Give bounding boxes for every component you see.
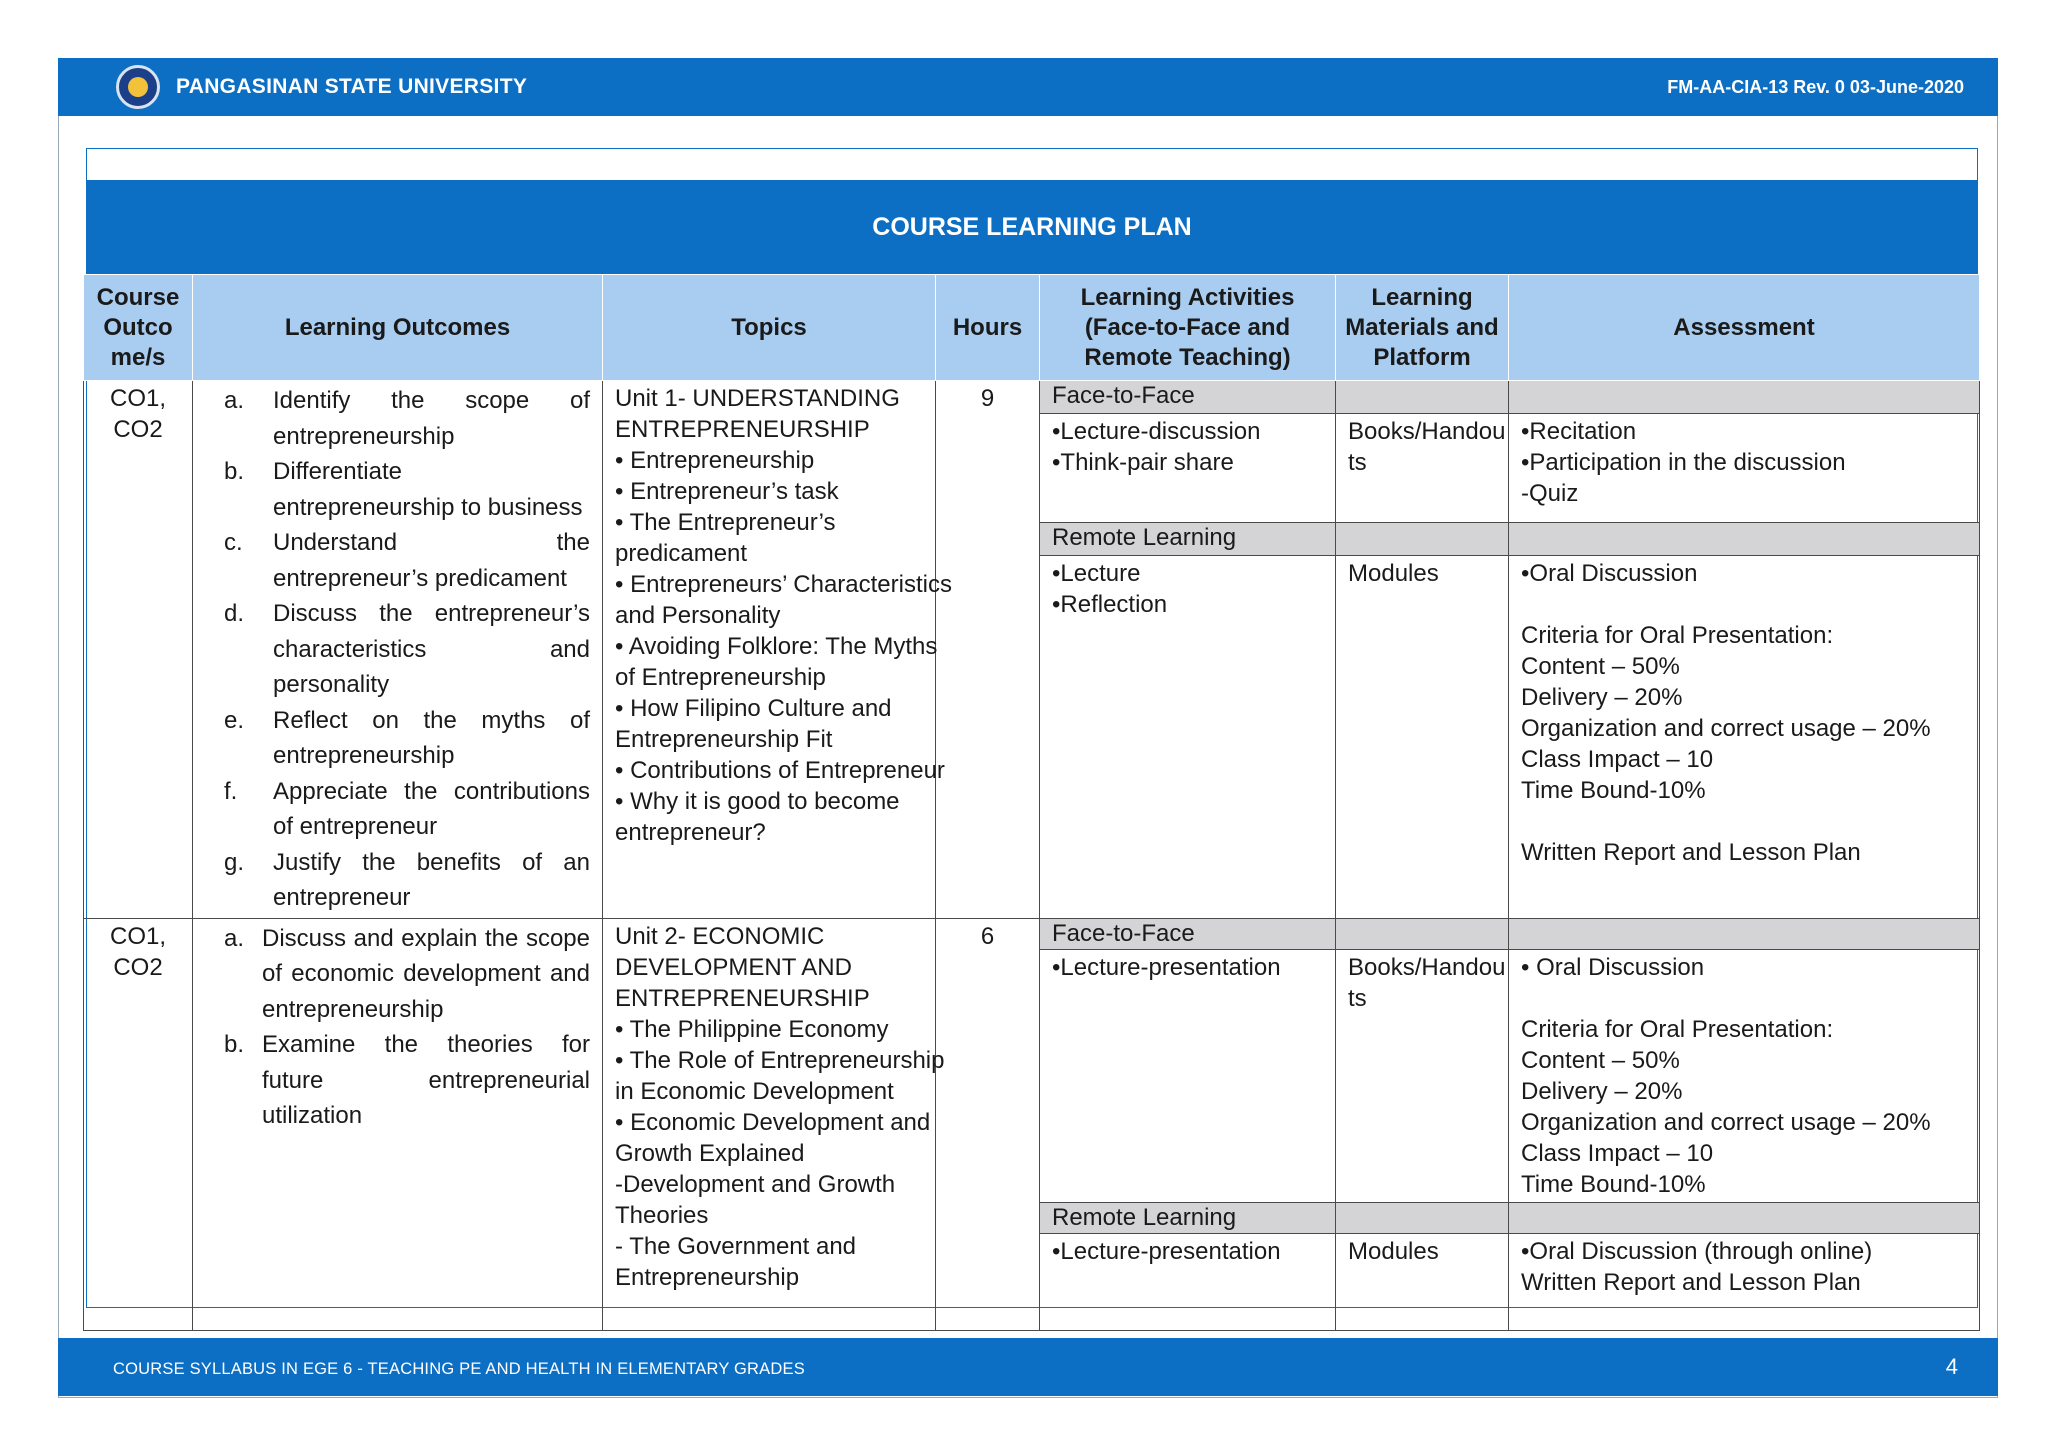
material-line: ts — [1348, 984, 1367, 1012]
mode-label-blank — [1336, 1202, 1509, 1233]
outcome-item — [205, 921, 590, 1028]
assessment-cell — [1509, 949, 1980, 1202]
outcome-item — [205, 454, 590, 525]
topic-line: • The Philippine Economy — [615, 1015, 889, 1043]
learning-outcomes-cell — [193, 918, 603, 1330]
materials-cell — [1336, 1233, 1509, 1330]
activity-line: •Lecture-discussion — [1052, 418, 1261, 446]
mode-label-face-to-face: Face-to-Face — [1040, 918, 1336, 949]
topic-line: • The Entrepreneur’s — [615, 509, 836, 536]
topic-line: in Economic Development — [615, 1077, 894, 1105]
activities-cell — [1040, 1233, 1336, 1330]
outcome-text: Discuss and explain the scope of economic development and entrepreneurship — [262, 924, 590, 1023]
outcome-item — [205, 525, 590, 596]
topic-line: entrepreneur? — [615, 819, 766, 846]
topic-line: • Why it is good to become — [615, 788, 900, 815]
outcome-letter: c. — [224, 529, 243, 556]
topic-line: ENTREPRENEURSHIP — [615, 984, 870, 1012]
topic-line: • Entrepreneurship — [615, 447, 815, 474]
topic-line: -Development and Growth — [615, 1170, 896, 1198]
outcome-letter: g. — [224, 848, 245, 876]
topic-line: Theories — [615, 1201, 709, 1229]
assessment-line: -Quiz — [1521, 480, 1579, 508]
outcome-letter: b. — [224, 1031, 245, 1058]
outcome-item — [205, 383, 590, 454]
column-header-topics: Topics — [603, 275, 936, 381]
assessment-line: •Recitation — [1521, 418, 1637, 446]
assessment-line: Delivery – 20% — [1521, 684, 1683, 712]
footer-course-title: COURSE SYLLABUS IN EGE 6 - TEACHING PE AND HEALTH IN ELEMENTARY GRADES — [113, 1360, 805, 1378]
topic-line: DEVELOPMENT AND — [615, 953, 852, 981]
outcome-letter: f. — [224, 777, 238, 805]
outcome-text: Identify the scope of entrepreneurship — [273, 387, 590, 450]
outcome-text: Justify the benefits of an entrepreneur — [273, 848, 590, 911]
assessment-line: Class Impact – 10 — [1521, 746, 1714, 774]
topic-line: predicament — [615, 540, 748, 567]
outcome-item — [205, 1027, 590, 1134]
hours-cell: 6 — [936, 918, 1040, 1330]
assessment-line: •Oral Discussion (through online) — [1521, 1237, 1873, 1265]
column-header-learning-outcomes: Learning Outcomes — [193, 275, 603, 381]
page-header — [58, 58, 1998, 116]
column-header-learning-materials: Learning Materials and Platform — [1336, 275, 1509, 381]
activities-cell — [1040, 414, 1336, 523]
assessment-line: •Participation in the discussion — [1521, 449, 1846, 477]
header-row — [84, 275, 1980, 381]
topic-line: - The Government and — [615, 1232, 857, 1260]
assessment-line: Content – 50% — [1521, 1046, 1680, 1074]
mode-label-blank — [1336, 918, 1509, 949]
assessment-line: Criteria for Oral Presentation: — [1521, 1015, 1834, 1043]
column-header-course-outcomes: Course Outco me/s — [84, 275, 193, 381]
outcome-letter: a. — [224, 924, 245, 952]
outcome-letter: b. — [224, 458, 245, 485]
material-line: Books/Handou — [1348, 953, 1506, 981]
mode-label-remote: Remote Learning — [1040, 1202, 1336, 1233]
assessment-line: Class Impact – 10 — [1521, 1139, 1714, 1167]
activity-line: •Lecture-presentation — [1052, 953, 1281, 981]
activity-line: •Lecture — [1052, 560, 1141, 588]
mode-label-blank — [1509, 522, 1980, 555]
mode-label-face-to-face: Face-to-Face — [1040, 381, 1336, 414]
course-outcome-cell — [84, 918, 193, 1330]
topics-cell — [603, 918, 945, 1330]
plan-body — [84, 381, 1980, 1331]
assessment-line: Delivery – 20% — [1521, 1077, 1683, 1105]
topic-line: • Entrepreneur’s task — [615, 478, 839, 505]
topic-line: • Entrepreneurs’ Characteristics — [615, 571, 952, 598]
university-seal-icon — [116, 65, 160, 109]
assessment-line: Criteria for Oral Presentation: — [1521, 622, 1834, 650]
outcome-text: Differentiate entrepreneurship to business — [273, 458, 583, 521]
assessment-line: Time Bound-10% — [1521, 1170, 1706, 1198]
course-outcome-code: CO2 — [113, 416, 163, 443]
topic-line: Entrepreneurship — [615, 1263, 800, 1291]
page-footer — [58, 1338, 1998, 1396]
outcome-letter: d. — [224, 600, 245, 627]
mode-label-blank — [1509, 918, 1980, 949]
outcome-list — [205, 921, 590, 1134]
topic-line: • Economic Development and — [615, 1108, 931, 1136]
course-outcome-code: CO2 — [113, 953, 163, 981]
material-line: Books/Handou — [1348, 418, 1506, 446]
topic-line: Entrepreneurship Fit — [615, 726, 833, 753]
outcome-letter: a. — [224, 387, 245, 414]
assessment-line: Written Report and Lesson Plan — [1521, 839, 1861, 867]
form-code: FM-AA-CIA-13 Rev. 0 03-June-2020 — [1667, 77, 1964, 97]
outcome-text: Reflect on the myths of entrepreneurship — [273, 706, 590, 769]
assessment-line: Organization and correct usage – 20% — [1521, 1108, 1931, 1136]
course-outcome-code: CO1, — [109, 385, 166, 412]
activity-line: •Lecture-presentation — [1052, 1237, 1281, 1265]
activities-cell — [1040, 556, 1336, 918]
activities-cell — [1040, 949, 1336, 1202]
topic-line: Unit 2- ECONOMIC — [615, 922, 825, 950]
mode-label-remote: Remote Learning — [1040, 522, 1336, 555]
materials-cell — [1336, 414, 1509, 523]
outcome-text: Examine the theories for future entrepreneurial utilization — [262, 1031, 590, 1129]
topic-line: and Personality — [615, 602, 781, 629]
university-name: PANGASINAN STATE UNIVERSITY — [176, 75, 528, 98]
outcome-text: Discuss the entrepreneur’s characteristics and personality — [273, 600, 590, 698]
mode-label-blank — [1509, 381, 1980, 414]
page-number: 4 — [1945, 1354, 1958, 1379]
assessment-line: Written Report and Lesson Plan — [1521, 1268, 1861, 1296]
plan-title: COURSE LEARNING PLAN — [86, 180, 1978, 274]
learning-outcomes-cell — [193, 381, 603, 919]
outcome-item — [205, 596, 590, 703]
column-header-hours: Hours — [936, 275, 1040, 381]
assessment-line: • Oral Discussion — [1521, 953, 1705, 981]
topic-line: Growth Explained — [615, 1139, 805, 1167]
assessment-line: •Oral Discussion — [1521, 560, 1698, 588]
topics-cell — [603, 381, 952, 919]
assessment-line: Content – 50% — [1521, 653, 1680, 681]
activity-line: •Reflection — [1052, 591, 1168, 619]
assessment-cell — [1509, 1233, 1980, 1330]
assessment-line: Time Bound-10% — [1521, 777, 1706, 805]
topic-line: of Entrepreneurship — [615, 664, 826, 691]
mode-label-blank — [1509, 1202, 1980, 1233]
material-line: Modules — [1348, 560, 1439, 588]
outcome-list — [205, 383, 590, 916]
assessment-line — [1521, 983, 1967, 1014]
assessment-cell — [1509, 556, 1980, 918]
materials-cell — [1336, 949, 1509, 1202]
assessment-line: Organization and correct usage – 20% — [1521, 715, 1931, 743]
material-line: ts — [1348, 449, 1367, 477]
course-outcome-code: CO1, — [109, 922, 166, 950]
column-header-assessment: Assessment — [1509, 275, 1980, 381]
assessment-line — [1521, 589, 1967, 620]
outcome-item — [205, 845, 590, 916]
topic-line: • How Filipino Culture and — [615, 695, 892, 722]
material-line: Modules — [1348, 1237, 1439, 1265]
hours-cell: 9 — [936, 381, 1040, 919]
table-row — [84, 381, 1980, 414]
topic-line: Unit 1- UNDERSTANDING — [615, 385, 900, 412]
topic-line: • Contributions of Entrepreneur — [615, 757, 945, 784]
outcome-letter: e. — [224, 706, 245, 734]
activity-line: •Think-pair share — [1052, 449, 1234, 477]
outcome-text: Understand the entrepreneur’s predicament — [273, 529, 590, 592]
outcome-item — [205, 774, 590, 845]
course-learning-plan-table — [83, 274, 1980, 1331]
course-outcome-cell — [84, 381, 193, 919]
topic-line: • The Role of Entrepreneurship — [615, 1046, 945, 1074]
topic-line: ENTREPRENEURSHIP — [615, 416, 870, 443]
mode-label-blank — [1336, 381, 1509, 414]
topic-line: • Avoiding Folklore: The Myths — [615, 633, 938, 660]
column-header-learning-activities: Learning Activities (Face-to-Face and Remote Teaching) — [1040, 275, 1336, 381]
outcome-text: Appreciate the contributions of entrepreneur — [273, 777, 590, 840]
assessment-line — [1521, 806, 1967, 837]
materials-cell — [1336, 556, 1509, 918]
assessment-cell — [1509, 414, 1980, 523]
table-row — [84, 918, 1980, 949]
outcome-item — [205, 703, 590, 774]
mode-label-blank — [1336, 522, 1509, 555]
